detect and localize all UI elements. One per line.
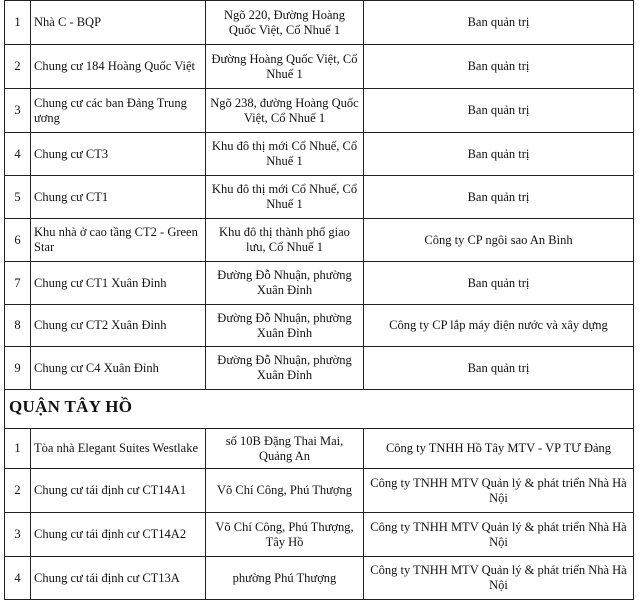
table-row [5, 305, 634, 347]
table-row [5, 89, 634, 133]
building-address: Khu đô thị mới Cổ Nhuế, Cổ Nhuế 1 [206, 176, 364, 219]
row-number: 9 [5, 347, 31, 390]
table-row [5, 347, 634, 390]
management-unit: Ban quản trị [364, 45, 634, 89]
row-number: 7 [5, 262, 31, 305]
table-row [5, 429, 634, 469]
building-address: Võ Chí Công, Phú Thượng [206, 469, 364, 513]
management-unit: Công ty TNHH Hồ Tây MTV - VP TƯ Đảng [364, 429, 634, 469]
management-unit: Công ty CP ngôi sao An Bình [364, 219, 634, 262]
management-unit: Ban quản trị [364, 89, 634, 133]
management-unit: Ban quản trị [364, 176, 634, 219]
building-name: Nhà C - BQP [31, 1, 206, 45]
district-section-header [4, 389, 634, 428]
building-address: Đường Đỗ Nhuận, phường Xuân Đỉnh [206, 305, 364, 347]
row-number: 3 [5, 513, 31, 557]
building-address: số 10B Đặng Thai Mai, Quảng An [206, 429, 364, 469]
building-name: Chung cư tái định cư CT13A [31, 557, 206, 600]
row-number: 1 [5, 429, 31, 469]
table-row [5, 513, 634, 557]
management-unit: Công ty TNHH MTV Quản lý & phát triển Nhà Hà Nội [364, 513, 634, 557]
management-unit: Ban quản trị [364, 262, 634, 305]
row-number: 1 [5, 1, 31, 45]
building-name: Khu nhà ở cao tầng CT2 - Green Star [31, 219, 206, 262]
building-name: Chung cư CT1 [31, 176, 206, 219]
row-number: 5 [5, 176, 31, 219]
management-unit: Công ty TNHH MTV Quản lý & phát triển Nhà Hà Nội [364, 557, 634, 600]
building-address: Đường Đỗ Nhuận, phường Xuân Đỉnh [206, 347, 364, 390]
district-title: QUẬN TÂY HỒ [9, 397, 133, 416]
row-number: 8 [5, 305, 31, 347]
building-name: Chung cư 184 Hoàng Quốc Việt [31, 45, 206, 89]
table-row [5, 219, 634, 262]
building-name: Chung cư tái định cư CT14A2 [31, 513, 206, 557]
building-address: Ngõ 238, đường Hoàng Quốc Việt, Cổ Nhuế 1 [206, 89, 364, 133]
building-name: Chung cư tái định cư CT14A1 [31, 469, 206, 513]
management-unit: Công ty CP lắp máy điện nước và xây dựng [364, 305, 634, 347]
row-number: 4 [5, 133, 31, 176]
management-unit: Công ty TNHH MTV Quản lý & phát triển Nhà Hà Nội [364, 469, 634, 513]
table-row [5, 469, 634, 513]
row-number: 6 [5, 219, 31, 262]
table-row [5, 133, 634, 176]
table-row [5, 176, 634, 219]
building-name: Chung cư CT3 [31, 133, 206, 176]
table-row [5, 1, 634, 45]
row-number: 2 [5, 45, 31, 89]
management-unit: Ban quản trị [364, 347, 634, 390]
row-number: 2 [5, 469, 31, 513]
apartment-table-2 [4, 428, 634, 600]
building-address: Đường Hoàng Quốc Việt, Cổ Nhuế 1 [206, 45, 364, 89]
management-unit: Ban quản trị [364, 133, 634, 176]
row-number: 4 [5, 557, 31, 600]
building-address: phường Phú Thượng [206, 557, 364, 600]
building-address: Khu đô thị thành phố giao lưu, Cổ Nhuế 1 [206, 219, 364, 262]
table-row [5, 45, 634, 89]
apartment-table-1 [4, 0, 634, 390]
building-name: Tòa nhà Elegant Suites Westlake [31, 429, 206, 469]
building-address: Khu đô thị mới Cổ Nhuế, Cổ Nhuế 1 [206, 133, 364, 176]
row-number: 3 [5, 89, 31, 133]
management-unit: Ban quản trị [364, 1, 634, 45]
building-address: Võ Chí Công, Phú Thượng, Tây Hồ [206, 513, 364, 557]
building-name: Chung cư CT1 Xuân Đỉnh [31, 262, 206, 305]
building-address: Ngõ 220, Đường Hoàng Quốc Việt, Cổ Nhuế 1 [206, 1, 364, 45]
table-row [5, 262, 634, 305]
building-name: Chung cư các ban Đảng Trung ương [31, 89, 206, 133]
building-name: Chung cư CT2 Xuân Đỉnh [31, 305, 206, 347]
building-address: Đường Đỗ Nhuận, phường Xuân Đỉnh [206, 262, 364, 305]
building-name: Chung cư C4 Xuân Đỉnh [31, 347, 206, 390]
table-row [5, 557, 634, 600]
